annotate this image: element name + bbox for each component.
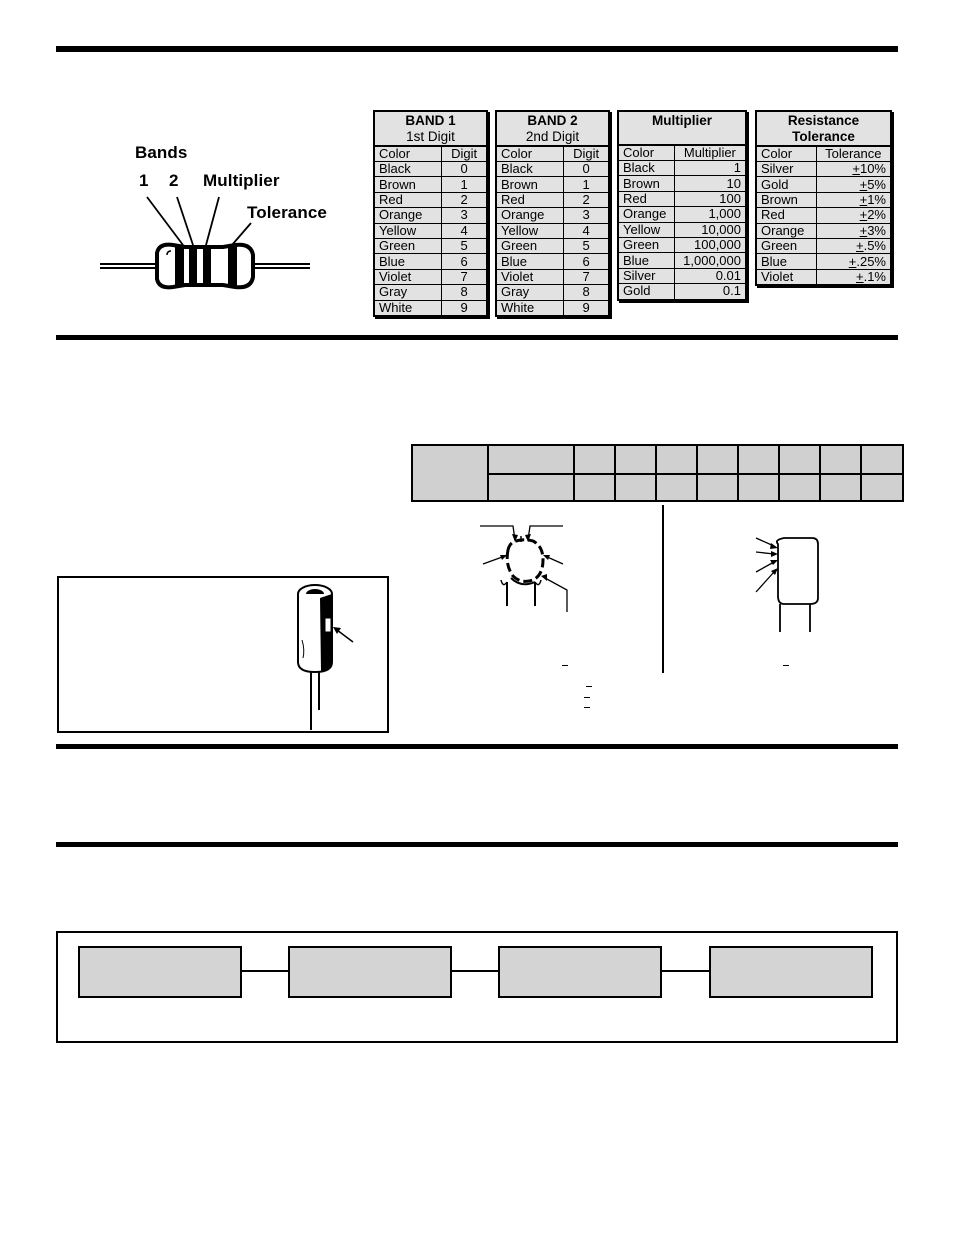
color-cell: Brown: [497, 177, 564, 192]
table-row: [497, 223, 608, 238]
color-cell: Red: [497, 192, 564, 207]
table-row: [497, 208, 608, 223]
multiplier-title: Multiplier: [652, 113, 712, 128]
color-cell: Orange: [757, 223, 816, 238]
value-cell: 100,000: [674, 237, 745, 252]
flow-box-3: [498, 946, 662, 998]
plus-minus-sign: +: [856, 238, 864, 254]
band2-rows: [497, 146, 608, 315]
color-cell: Yellow: [375, 223, 442, 238]
multiplier-col-color: Color: [619, 146, 674, 161]
table-row: [375, 285, 486, 300]
value-cell: 6: [442, 254, 486, 269]
color-cell: Gray: [375, 285, 442, 300]
table-row: [375, 192, 486, 207]
table-row: [375, 177, 486, 192]
color-cell: White: [497, 300, 564, 315]
flow-box-4: [709, 946, 873, 998]
tolerance-value: .1%: [863, 268, 886, 284]
color-cell: Orange: [497, 208, 564, 223]
band2-title: BAND 2: [527, 113, 578, 128]
grid-cell: [488, 474, 574, 501]
tolerance-title-2: Tolerance: [792, 129, 855, 144]
tolerance-value: .5%: [863, 238, 886, 254]
band-2-label: 2: [169, 171, 179, 190]
color-cell: Blue: [497, 254, 564, 269]
value-cell: 6: [564, 254, 608, 269]
color-cell: Yellow: [619, 222, 674, 237]
tolerance-rows: [757, 146, 890, 284]
color-cell: Green: [757, 238, 816, 253]
grid-cell: [697, 474, 738, 501]
band1-col-color: Color: [375, 147, 442, 162]
grid-cell: [656, 474, 697, 501]
table-row: [375, 300, 486, 315]
dash-mark: [584, 697, 590, 698]
grid-cell: [820, 445, 861, 474]
color-cell: Blue: [757, 254, 816, 269]
color-cell: Red: [619, 191, 674, 206]
plus-minus-sign: +: [859, 207, 868, 223]
value-cell: [816, 208, 890, 223]
value-cell: 0.1: [674, 284, 745, 299]
color-cell: Violet: [757, 269, 816, 284]
film-capacitor-illustration: [750, 530, 830, 635]
grid-cell: [861, 474, 903, 501]
value-cell: 7: [442, 269, 486, 284]
grid-cell: [488, 445, 574, 474]
value-cell: 10,000: [674, 222, 745, 237]
grid-cell: [615, 445, 656, 474]
band1-rows: [375, 146, 486, 315]
plus-minus-sign: +: [859, 222, 868, 238]
value-cell: [816, 254, 890, 269]
dash-mark: [783, 665, 789, 666]
table-row: [497, 285, 608, 300]
value-cell: 1,000: [674, 207, 745, 222]
band-1-label: 1: [139, 171, 149, 190]
color-cell: Green: [619, 237, 674, 252]
value-cell: 9: [442, 300, 486, 315]
table-row: [619, 176, 745, 191]
plus-minus-sign: +: [848, 253, 857, 269]
value-cell: 8: [564, 285, 608, 300]
plus-minus-sign: +: [859, 191, 868, 207]
color-cell: Gold: [757, 177, 816, 192]
table-row: [619, 284, 745, 299]
color-cell: Brown: [619, 176, 674, 191]
value-cell: [816, 269, 890, 284]
table-row: [619, 268, 745, 283]
flow-connector-3: [662, 970, 709, 972]
plus-minus-sign: +: [856, 268, 864, 284]
table-row: [619, 237, 745, 252]
color-cell: Orange: [375, 208, 442, 223]
band2-col-color: Color: [497, 147, 564, 162]
color-cell: Red: [375, 192, 442, 207]
grid-cell: [656, 445, 697, 474]
tolerance-table: [755, 110, 892, 286]
bands-label: Bands: [135, 143, 188, 162]
value-cell: 1: [564, 177, 608, 192]
flow-box-1: [78, 946, 242, 998]
color-cell: Black: [375, 162, 442, 177]
resistor-illustration: [95, 185, 315, 295]
color-cell: Blue: [619, 253, 674, 268]
band2-subtitle: 2nd Digit: [525, 129, 580, 144]
band1-table: [373, 110, 488, 317]
band1-table-header: [375, 112, 486, 146]
plus-minus-sign: +: [852, 161, 860, 177]
color-cell: Yellow: [497, 223, 564, 238]
value-cell: [816, 192, 890, 207]
value-cell: 0.01: [674, 268, 745, 283]
table-row: [757, 192, 890, 207]
color-cell: Green: [497, 238, 564, 253]
band1-col-digit: Digit: [442, 147, 486, 162]
value-cell: 1: [674, 161, 745, 176]
table-row: [497, 177, 608, 192]
color-cell: Black: [619, 161, 674, 176]
value-cell: 10: [674, 176, 745, 191]
color-cell: Green: [375, 238, 442, 253]
table-row: [619, 253, 745, 268]
value-cell: 0: [442, 162, 486, 177]
tolerance-value: 5%: [867, 176, 886, 192]
grid-cell: [615, 474, 656, 501]
table-row: [497, 192, 608, 207]
section-rule-4: [56, 842, 898, 847]
grid-cell: [820, 474, 861, 501]
value-cell: 2: [442, 192, 486, 207]
table-row: [757, 238, 890, 253]
table-row: [619, 161, 745, 176]
value-cell: [816, 162, 890, 177]
flow-box-2: [288, 946, 452, 998]
table-row: [757, 269, 890, 284]
value-cell: 100: [674, 191, 745, 206]
value-cell: 0: [564, 162, 608, 177]
value-cell: 3: [564, 208, 608, 223]
table-row: [375, 162, 486, 177]
tolerance-title-1: Resistance: [787, 113, 860, 128]
color-cell: Blue: [375, 254, 442, 269]
capacitor-divider: [662, 505, 664, 673]
multiplier-table: [617, 110, 747, 301]
section-rule-1: [56, 46, 898, 52]
value-cell: 9: [564, 300, 608, 315]
tolerance-col-value: Tolerance: [816, 147, 890, 162]
table-row: [757, 254, 890, 269]
grid-cell: [861, 445, 903, 474]
electrolytic-capacitor-illustration: [285, 580, 365, 732]
grid-cell: [738, 474, 779, 501]
tolerance-table-header: [757, 112, 890, 146]
table-row: [757, 177, 890, 192]
value-cell: 3: [442, 208, 486, 223]
disc-capacitor-illustration: [475, 520, 575, 615]
table-row: [375, 223, 486, 238]
grid-cell: [574, 445, 615, 474]
color-cell: Brown: [375, 177, 442, 192]
table-row: [375, 254, 486, 269]
table-row: [757, 162, 890, 177]
color-cell: Silver: [619, 268, 674, 283]
flow-connector-2: [452, 970, 499, 972]
tolerance-col-color: Color: [757, 147, 816, 162]
grid-cell: [697, 445, 738, 474]
tolerance-value: .25%: [856, 253, 886, 269]
value-cell: 4: [442, 223, 486, 238]
color-cell: Orange: [619, 207, 674, 222]
table-row: [757, 223, 890, 238]
value-cell: 5: [564, 238, 608, 253]
grid-cell: [779, 445, 820, 474]
value-cell: [816, 238, 890, 253]
value-cell: 1: [442, 177, 486, 192]
color-cell: Violet: [375, 269, 442, 284]
table-row: [375, 238, 486, 253]
section-rule-3: [56, 744, 898, 749]
tolerance-value: 2%: [867, 207, 886, 223]
table-row: [497, 162, 608, 177]
capacitor-code-grid: [411, 444, 904, 502]
band2-table: [495, 110, 610, 317]
multiplier-label: Multiplier: [203, 171, 280, 190]
value-cell: 1,000,000: [674, 253, 745, 268]
color-cell: Red: [757, 208, 816, 223]
multiplier-col-value: Multiplier: [674, 146, 745, 161]
table-row: [497, 238, 608, 253]
color-cell: Violet: [497, 269, 564, 284]
table-row: [375, 208, 486, 223]
table-row: [497, 300, 608, 315]
band1-subtitle: 1st Digit: [406, 129, 455, 144]
value-cell: [816, 223, 890, 238]
table-row: [619, 222, 745, 237]
value-cell: [816, 177, 890, 192]
tolerance-value: 10%: [859, 161, 886, 177]
color-cell: Brown: [757, 192, 816, 207]
color-cell: Gray: [497, 285, 564, 300]
color-cell: Black: [497, 162, 564, 177]
grid-header-cell: [412, 445, 488, 501]
tolerance-value: 1%: [867, 191, 886, 207]
grid-cell: [738, 445, 779, 474]
dash-mark: [586, 686, 592, 687]
tolerance-value: 3%: [867, 222, 886, 238]
flow-connector-1: [242, 970, 289, 972]
band1-title: BAND 1: [405, 113, 456, 128]
value-cell: 5: [442, 238, 486, 253]
table-row: [619, 191, 745, 206]
color-cell: Silver: [757, 162, 816, 177]
table-row: [497, 269, 608, 284]
table-row: [375, 269, 486, 284]
table-row: [757, 208, 890, 223]
grid-cell: [779, 474, 820, 501]
band2-table-header: [497, 112, 608, 146]
value-cell: 2: [564, 192, 608, 207]
section-rule-2: [56, 335, 898, 340]
tolerance-label: Tolerance: [247, 203, 327, 222]
color-cell: Gold: [619, 284, 674, 299]
band2-col-digit: Digit: [564, 147, 608, 162]
table-row: [619, 207, 745, 222]
multiplier-table-header: [619, 112, 745, 145]
multiplier-rows: [619, 145, 745, 299]
color-cell: White: [375, 300, 442, 315]
table-row: [497, 254, 608, 269]
grid-cell: [574, 474, 615, 501]
dash-mark: [584, 707, 590, 708]
value-cell: 8: [442, 285, 486, 300]
value-cell: 4: [564, 223, 608, 238]
plus-minus-sign: +: [859, 176, 868, 192]
dash-mark: [562, 665, 568, 666]
value-cell: 7: [564, 269, 608, 284]
